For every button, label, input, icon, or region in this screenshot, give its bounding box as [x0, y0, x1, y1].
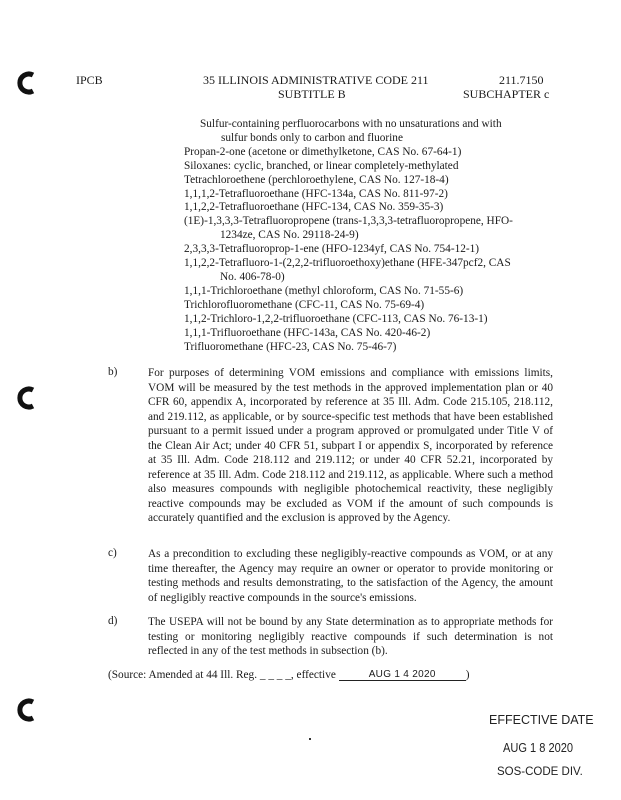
list-item: Trifluoromethane (HFC-23, CAS No. 75-46-7) — [184, 340, 397, 353]
stamp-date: AUG 1 8 2020 — [503, 740, 574, 755]
binder-hole-top-icon — [14, 70, 40, 96]
stamp-effective-date-label: EFFECTIVE DATE — [489, 713, 594, 727]
source-note-suffix: ) — [465, 669, 470, 681]
header-agency: IPCB — [76, 73, 103, 87]
list-item: Siloxanes: cyclic, branched, or linear completely-methylated — [184, 159, 459, 172]
list-item: Sulfur-containing perfluorocarbons with no unsaturations and with — [200, 118, 502, 130]
header-code-title: 35 ILLINOIS ADMINISTRATIVE CODE 211 — [203, 73, 429, 87]
list-item: No. 406-78-0) — [220, 270, 285, 283]
subsection-b-text: For purposes of determining VOM emissions and compliance with emissions limits, VOM will be measured by the test methods in the approved implementation plan or 40 CFR 60, appendix A, incorporated by reference at 35 Ill. Adm. Code 215.105, 218.112, and 219.112, as applicable, or by source-specific test methods that have been established pursuant to a permit issued under a program approved or promulgated under Title V of the Clean Air Act; under 40 CFR 51, subpart I or appendix S, incorporated by reference at 35 Ill. Adm. Code 218.112 and 219.112; or under 40 CFR 52.21, incorporated by reference at 35 Ill. Adm. Code 218.112 and 219.112, as applicable. Where such a method also measures compounds with negligible photochemical reactivity, these negligibly reactive compounds may be excluded as VOM if the amount of such compounds is accurately quantified and the exclusion is approved by the Agency. — [148, 367, 553, 524]
subsection-c-label: c) — [108, 547, 117, 559]
stamp-division: SOS-CODE DIV. — [497, 766, 583, 778]
scan-speck — [309, 738, 311, 740]
list-item: 1,1,2,2-Tetrafluoroethane (HFC-134, CAS No. 359-35-3) — [184, 201, 444, 214]
list-item: 1234ze, CAS No. 29118-24-9) — [220, 229, 359, 242]
subsection-d-text: The USEPA will not be bound by any State determination as to appropriate methods for testing or monitoring negligibly reactive compounds if such determination is not reflected in any of the test methods in subsection (b). — [148, 616, 553, 657]
source-note-prefix: (Source: Amended at 44 Ill. Reg. _ _ _ _, effective — [108, 669, 336, 681]
header-subtitle: SUBTITLE B — [278, 87, 346, 101]
list-item: (1E)-1,3,3,3-Tetrafluoropropene (trans-1,3,3,3-tetrafluoropropene, HFO- — [184, 215, 513, 228]
header-section-number: 211.7150 — [499, 73, 544, 87]
list-item: sulfur bonds only to carbon and fluorine — [221, 131, 403, 144]
header-subchapter: SUBCHAPTER c — [463, 87, 550, 101]
list-item: 1,1,1-Trichloroethane (methyl chloroform, CAS No. 71-55-6) — [184, 284, 464, 297]
list-item: 1,1,1-Trifluoroethane (HFC-143a, CAS No. 420-46-2) — [184, 326, 431, 339]
list-item: Propan-2-one (acetone or dimethylketone, CAS No. 67-64-1) — [184, 145, 462, 158]
list-item: Trichlorofluoromethane (CFC-11, CAS No. 75-69-4) — [184, 298, 425, 311]
list-item: 1,1,1,2-Tetrafluoroethane (HFC-134a, CAS No. 811-97-2) — [184, 187, 448, 200]
list-item: 1,1,2,2-Tetrafluoro-1-(2,2,2-trifluoroethoxy)ethane (HFE-347pcf2, CAS — [184, 257, 511, 270]
list-item: 2,3,3,3-Tetrafluoroprop-1-ene (HFO-1234yf, CAS No. 754-12-1) — [184, 243, 480, 256]
list-item: Tetrachloroethene (perchloroethylene, CAS No. 127-18-4) — [184, 173, 449, 186]
subsection-b-label: b) — [108, 366, 118, 378]
binder-hole-bottom-icon — [14, 697, 40, 723]
exempt-compound-list — [184, 118, 513, 354]
source-note — [108, 669, 469, 681]
effective-date-stamp: AUG 1 4 2020 — [339, 669, 466, 681]
subsection-c-text: As a precondition to excluding these negligibly-reactive compounds as VOM, or at any time thereafter, the Agency may require an owner or operator to provide monitoring or testing methods and results demonstrating, to the satisfaction of the Agency, the amount of negligibly reactive compounds in the source's emissions. — [148, 548, 553, 604]
binder-hole-middle-icon — [14, 385, 40, 411]
subsection-d-label: d) — [108, 615, 118, 627]
list-item: 1,1,2-Trichloro-1,2,2-trifluoroethane (CFC-113, CAS No. 76-13-1) — [184, 312, 488, 325]
